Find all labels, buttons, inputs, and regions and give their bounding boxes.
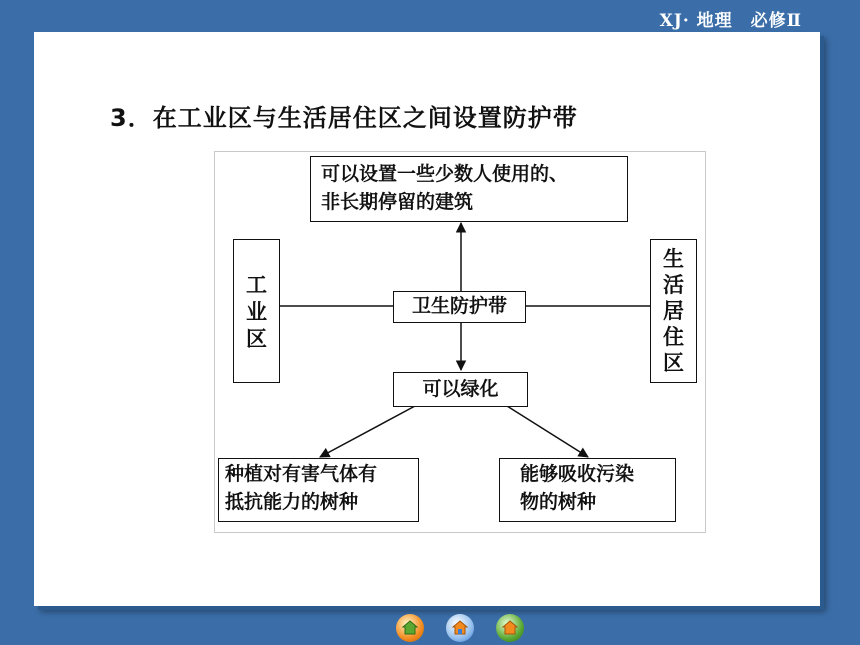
top-box-line1: 可以设置一些少数人使用的、: [321, 163, 569, 185]
residential-char-4: 住: [663, 324, 684, 349]
residential-char-3: 居: [663, 298, 684, 323]
bottom-right-line2: 物的树种: [520, 491, 597, 513]
arrow-bottom-right: [507, 406, 588, 457]
industrial-zone-box: [233, 239, 280, 383]
industrial-char-3: 区: [246, 325, 267, 351]
top-box: [310, 156, 628, 222]
center-box: [393, 291, 526, 323]
center-box-label: 卫生防护带: [411, 295, 507, 317]
home-icon: [401, 619, 419, 637]
middle-box: [393, 372, 528, 407]
middle-box-label: 可以绿化: [422, 378, 499, 400]
industrial-char-2: 业: [246, 298, 267, 324]
residential-char-5: 区: [663, 350, 684, 375]
bottom-left-box: [218, 458, 419, 522]
residential-zone-box: [650, 239, 697, 383]
industrial-char-1: 工: [246, 271, 267, 297]
protection-belt-diagram: [214, 151, 706, 533]
bottom-right-box: [499, 458, 676, 522]
residential-char-1: 生: [663, 246, 684, 271]
course-label: XJ· 地理 必修Ⅱ: [659, 11, 802, 31]
previous-button[interactable]: [446, 614, 474, 642]
next-button[interactable]: [496, 614, 524, 642]
arrow-bottom-left: [320, 406, 415, 457]
top-box-line2: 非长期停留的建筑: [321, 191, 474, 213]
bottom-left-line1: 种植对有害气体有: [225, 463, 378, 485]
residential-char-2: 活: [663, 272, 684, 297]
previous-icon: [450, 618, 470, 638]
slide-title: 3．在工业区与生活居住区之间设置防护带: [110, 104, 578, 132]
home-button[interactable]: [396, 614, 424, 642]
bottom-left-line2: 抵抗能力的树种: [225, 491, 359, 513]
bottom-right-line1: 能够吸收污染: [520, 463, 635, 485]
next-icon: [501, 619, 519, 637]
